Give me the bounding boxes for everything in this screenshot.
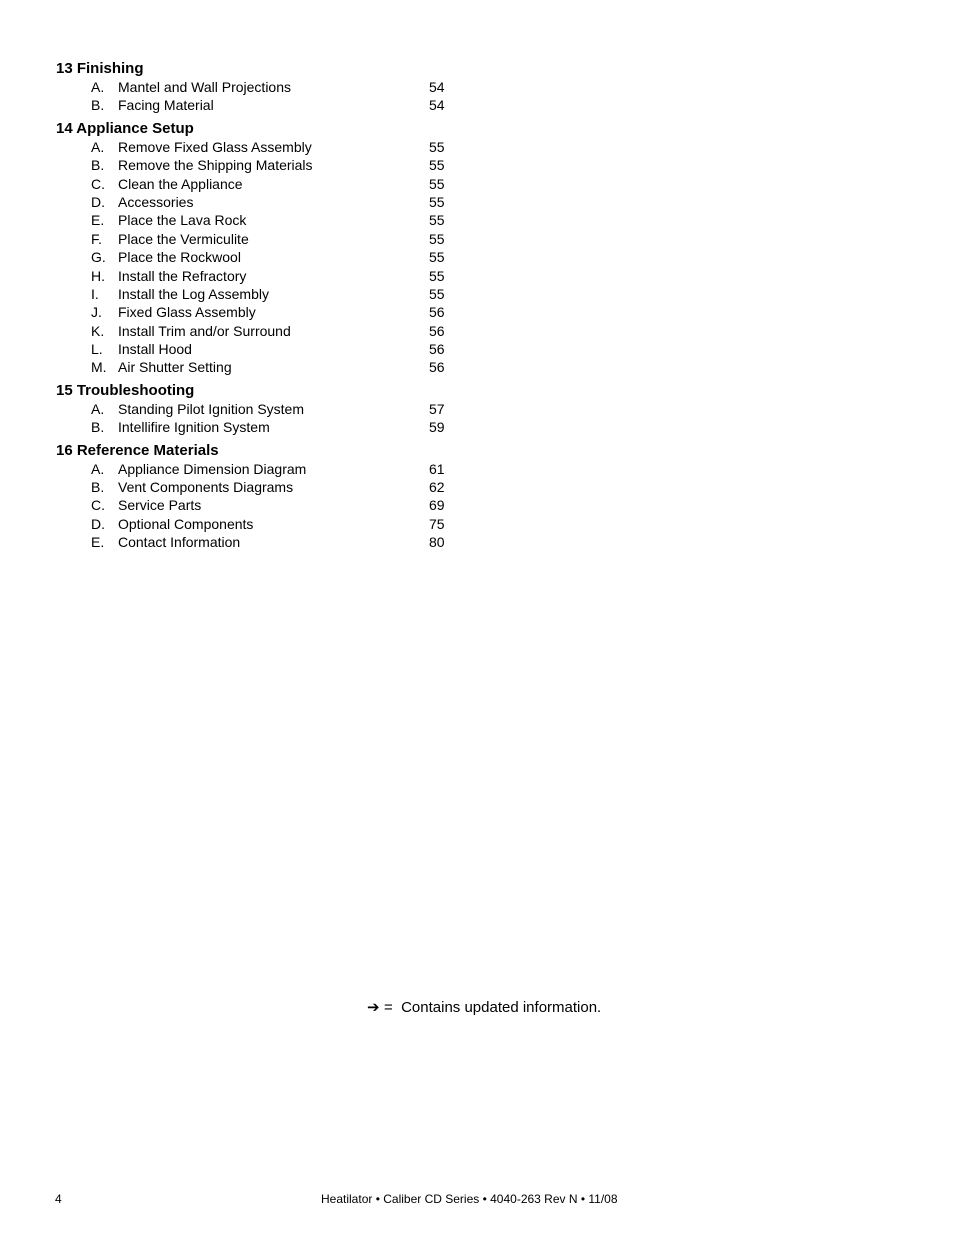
entry-letter: B. (91, 479, 105, 496)
toc-entry[interactable] (56, 478, 456, 496)
entry-label: Facing Material (118, 97, 214, 114)
entry-label: Fixed Glass Assembly (118, 304, 256, 321)
toc-section (56, 381, 456, 437)
toc-entry[interactable] (56, 156, 456, 174)
entry-letter: F. (91, 230, 102, 247)
entry-label: Place the Lava Rock (118, 212, 247, 229)
entry-letter: A. (91, 400, 105, 417)
toc-entry[interactable] (56, 400, 456, 418)
toc-entry[interactable] (56, 96, 456, 114)
entry-page-number: 62 (429, 479, 445, 496)
entry-letter: A. (91, 138, 105, 155)
toc-entry[interactable] (56, 460, 456, 478)
toc-entry[interactable] (56, 496, 456, 514)
entry-letter: B. (91, 157, 105, 174)
entry-page-number: 69 (429, 497, 445, 514)
entry-label: Place the Rockwool (118, 249, 241, 266)
entry-label: Air Shutter Setting (118, 359, 232, 376)
toc-entry[interactable] (56, 211, 456, 229)
entry-page-number: 55 (429, 212, 445, 229)
right-arrow-icon: ➔ (367, 999, 380, 1016)
entry-letter: D. (91, 193, 105, 210)
entry-letter: C. (91, 497, 105, 514)
entry-page-number: 55 (429, 138, 445, 155)
entry-letter: H. (91, 267, 105, 284)
entry-page-number: 54 (429, 79, 445, 95)
toc-entry[interactable] (56, 418, 456, 436)
entry-label: Mantel and Wall Projections (118, 79, 292, 95)
entry-label: Contact Information (118, 534, 241, 551)
entry-page-number: 55 (429, 285, 445, 302)
entry-letter: K. (91, 322, 105, 339)
entry-page-number: 55 (429, 193, 445, 210)
page-number: 4 (55, 1192, 62, 1206)
toc-entry[interactable] (56, 78, 456, 96)
entry-letter: E. (91, 534, 105, 551)
entry-label: Remove Fixed Glass Assembly (118, 138, 312, 155)
entry-page-number: 75 (429, 515, 445, 532)
toc-section (56, 119, 456, 377)
toc-entry[interactable] (56, 267, 456, 285)
toc-entry[interactable] (56, 515, 456, 533)
toc-entry[interactable] (56, 193, 456, 211)
legend (367, 998, 601, 1017)
entry-label: Install the Refractory (118, 267, 247, 284)
footer-document-title: Heatilator • Caliber CD Series • 4040-263 Rev N • 11/08 (321, 1192, 618, 1206)
entry-letter: J. (91, 304, 102, 321)
entry-page-number: 56 (429, 322, 445, 339)
entry-label: Place the Vermiculite (118, 230, 249, 247)
entry-letter: M. (91, 359, 107, 376)
entry-page-number: 55 (429, 175, 445, 192)
toc-section (56, 59, 456, 115)
toc-entry[interactable] (56, 303, 456, 321)
toc-section (56, 441, 456, 552)
entry-page-number: 56 (429, 341, 445, 358)
legend-text: = Contains updated information. (384, 999, 602, 1016)
entry-page-number: 61 (429, 460, 445, 477)
table-of-contents (56, 59, 456, 556)
entry-label: Optional Components (118, 515, 254, 532)
entry-label: Intellifire Ignition System (118, 419, 270, 436)
entry-label: Vent Components Diagrams (118, 479, 294, 496)
toc-entry[interactable] (56, 175, 456, 193)
entry-page-number: 55 (429, 230, 445, 247)
entry-page-number: 59 (429, 419, 445, 436)
entry-letter: A. (91, 79, 105, 95)
entry-label: Remove the Shipping Materials (118, 157, 313, 174)
entry-page-number: 80 (429, 534, 445, 551)
entry-page-number: 56 (429, 359, 445, 376)
entry-label: Appliance Dimension Diagram (118, 460, 307, 477)
section-title: 13 Finishing (56, 60, 144, 77)
toc-entry[interactable] (56, 358, 456, 376)
entry-page-number: 54 (429, 97, 445, 114)
entry-letter: D. (91, 515, 105, 532)
toc-entry[interactable] (56, 340, 456, 358)
entry-page-number: 57 (429, 400, 445, 417)
toc-entry[interactable] (56, 285, 456, 303)
entry-letter: B. (91, 419, 105, 436)
section-title: 14 Appliance Setup (56, 119, 194, 137)
entry-letter: L. (91, 341, 103, 358)
entry-page-number: 56 (429, 304, 445, 321)
entry-letter: I. (91, 285, 99, 302)
entry-label: Service Parts (118, 497, 202, 514)
section-title: 16 Reference Materials (56, 441, 219, 459)
entry-page-number: 55 (429, 157, 445, 174)
entry-label: Install Trim and/or Surround (118, 322, 291, 339)
entry-letter: B. (91, 97, 105, 114)
entry-label: Accessories (118, 193, 194, 210)
toc-entry[interactable] (56, 322, 456, 340)
toc-entry[interactable] (56, 248, 456, 266)
entry-letter: A. (91, 460, 105, 477)
entry-page-number: 55 (429, 267, 445, 284)
entry-page-number: 55 (429, 249, 445, 266)
entry-label: Install the Log Assembly (118, 285, 269, 302)
toc-entry[interactable] (56, 230, 456, 248)
toc-entry[interactable] (56, 533, 456, 551)
entry-letter: C. (91, 175, 105, 192)
section-title: 15 Troubleshooting (56, 381, 195, 399)
entry-letter: G. (91, 249, 106, 266)
entry-label: Standing Pilot Ignition System (118, 400, 304, 417)
entry-label: Clean the Appliance (118, 175, 243, 192)
entry-label: Install Hood (118, 341, 192, 358)
entry-letter: E. (91, 212, 105, 229)
toc-entry[interactable] (56, 138, 456, 156)
